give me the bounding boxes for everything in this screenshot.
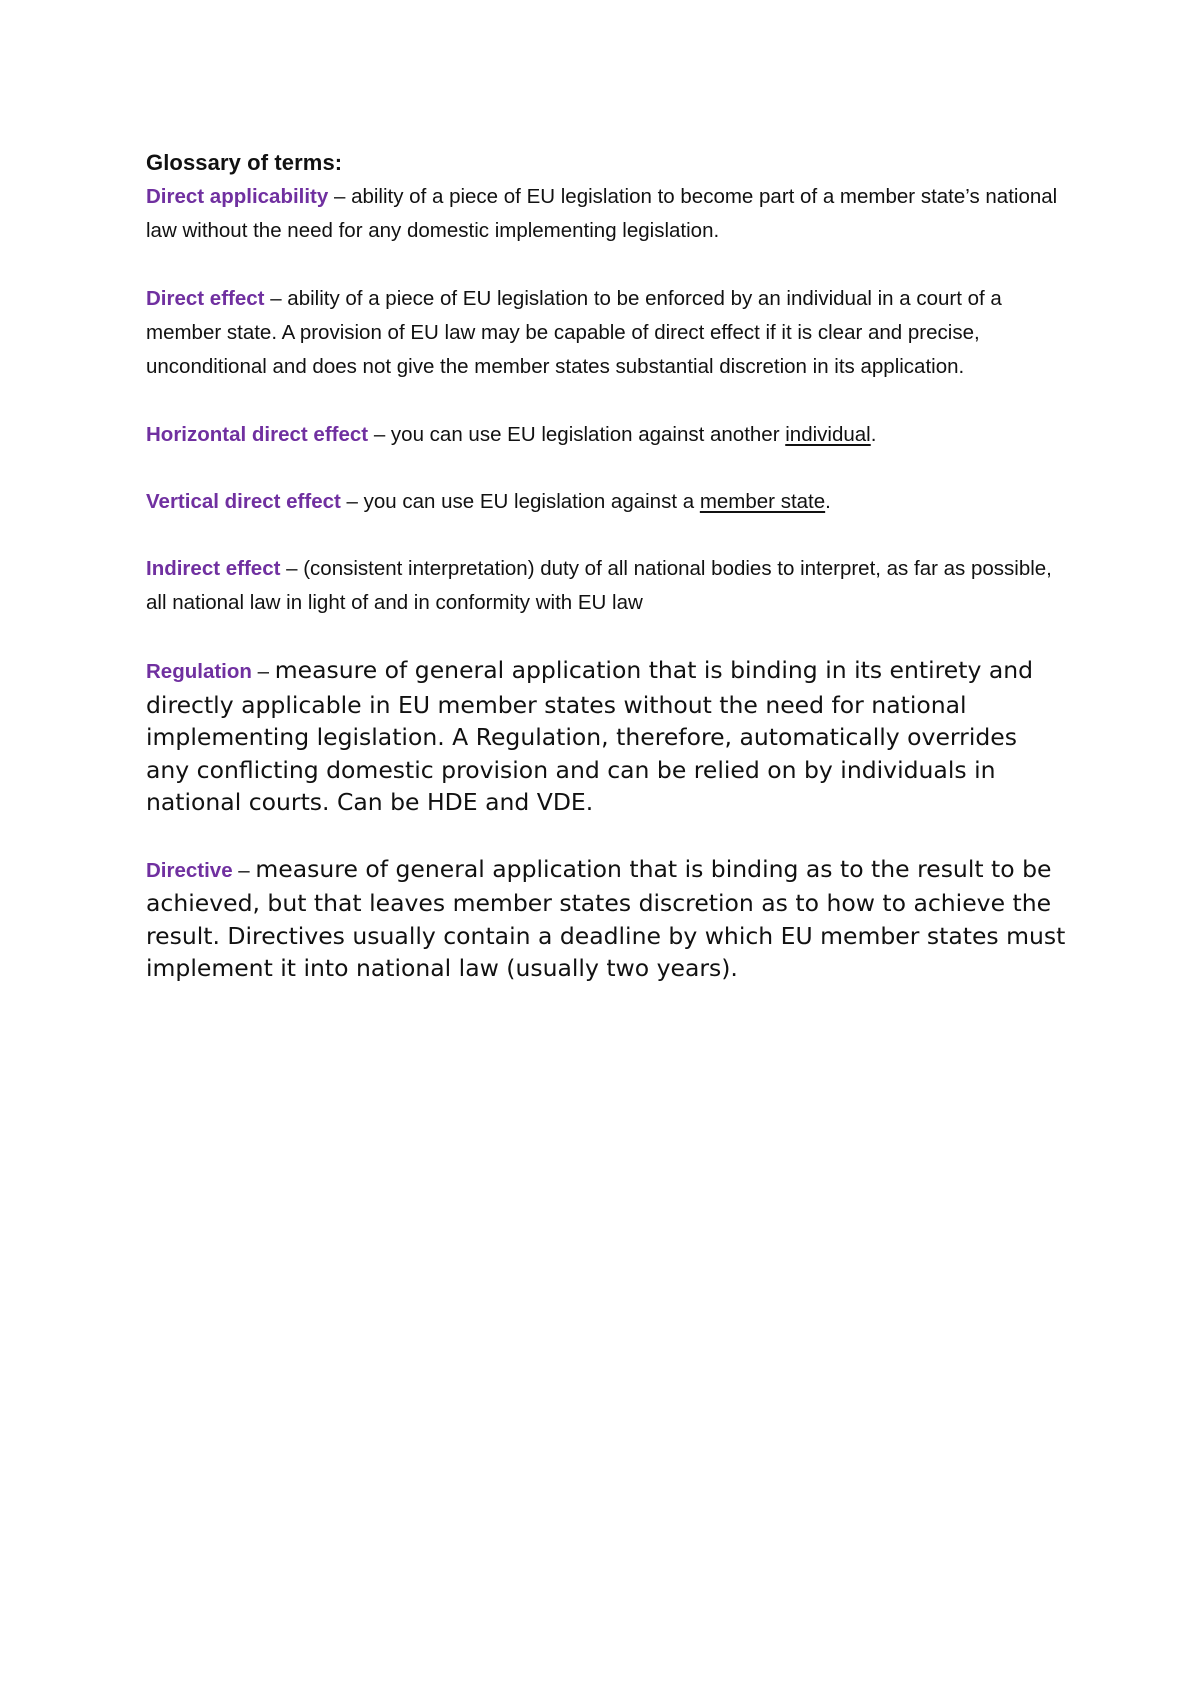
- glossary-term: Vertical direct effect: [146, 490, 341, 513]
- glossary-definition: you can use EU legislation against a: [363, 490, 700, 513]
- glossary-definition: measure of general application that is binding as to the result to be achieved, but that leaves member states discretion as to how to achieve the result. Directives usually contain a deadline by which EU member states must implement it into national law (usually two years).: [146, 854, 1066, 982]
- term-separator: –: [368, 423, 391, 446]
- glossary-entry-horizontal-direct-effect: [146, 418, 1066, 452]
- glossary-term: Horizontal direct effect: [146, 423, 369, 446]
- term-separator: –: [264, 287, 288, 310]
- glossary-definition: (consistent interpretation) duty of all national bodies to interpret, as far as possible, all national law in light of and in conformity with EU law: [146, 557, 1052, 614]
- glossary-entry-direct-effect: [146, 282, 1066, 384]
- definition-end: .: [870, 423, 877, 446]
- glossary-term: Direct applicability: [146, 185, 329, 208]
- glossary-entry-directive: [146, 853, 1066, 985]
- glossary-definition: you can use EU legislation against another: [390, 423, 786, 446]
- underlined-word: member state: [699, 490, 826, 513]
- term-separator: –: [328, 185, 352, 208]
- glossary-term: Direct effect: [146, 287, 265, 310]
- glossary-entry-indirect-effect: [146, 552, 1066, 620]
- page-title: Glossary of terms:: [146, 150, 343, 175]
- term-separator: –: [340, 490, 364, 513]
- term-separator: –: [232, 858, 256, 882]
- glossary-entry-vertical-direct-effect: [146, 485, 1066, 519]
- glossary-definition: ability of a piece of EU legislation to be enforced by an individual in a court of a member state. A provision of EU law may be capable of direct effect if it is clear and precise, unconditional and does not give the member states substantial discretion in its application.: [146, 287, 1002, 378]
- glossary-entry-direct-applicability: [146, 180, 1066, 248]
- glossary-term: Regulation: [146, 660, 252, 683]
- term-separator: –: [280, 557, 304, 580]
- glossary-term: Indirect effect: [146, 557, 281, 580]
- glossary-definition: ability of a piece of EU legislation to become part of a member state’s national law without the need for any domestic implementing legislation.: [146, 185, 1058, 242]
- definition-end: .: [825, 490, 831, 513]
- glossary-definition: measure of general application that is binding in its entirety and directly applicable in EU member states without the need for national implementing legislation. A Regulation, therefore, automatically overrides any conflicting domestic provision and can be relied on by individuals in national courts. Can be HDE and VDE.: [146, 656, 1034, 816]
- underlined-word: individual: [785, 423, 871, 446]
- glossary-entry-regulation: [146, 654, 1066, 819]
- term-separator: –: [251, 660, 275, 683]
- glossary-term: Directive: [146, 858, 233, 882]
- glossary-content: [146, 146, 1066, 985]
